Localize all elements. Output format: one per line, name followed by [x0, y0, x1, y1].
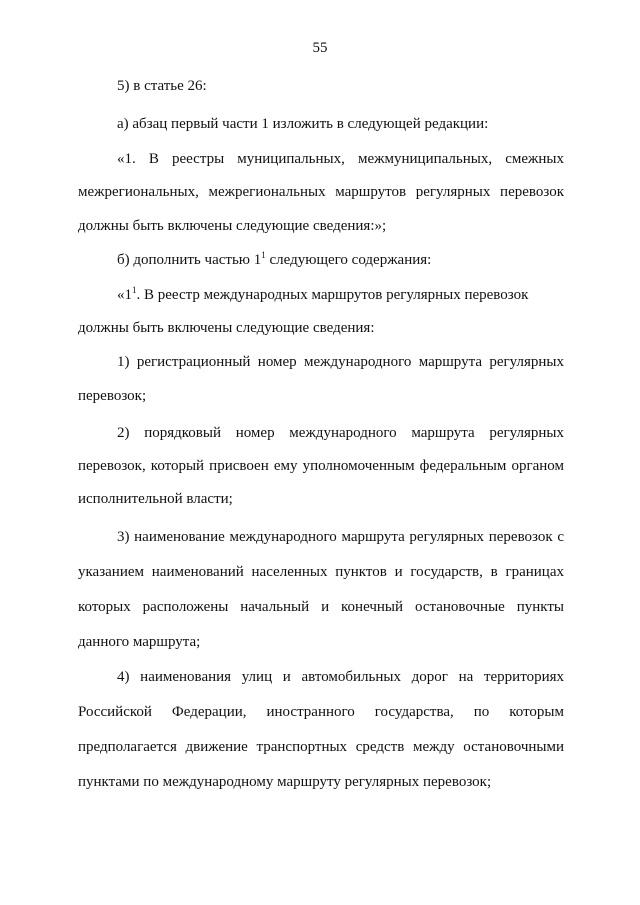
text-line: 5) в статье 26: — [117, 78, 207, 94]
text-fragment: «1 — [117, 287, 132, 303]
text-line: перевозок; — [78, 388, 147, 404]
text-line: 1) регистрационный номер международного маршрута регулярных — [117, 354, 564, 370]
text-line: 2) порядковый номер международного маршрута регулярных — [117, 425, 564, 441]
superscript: 1 — [261, 250, 266, 260]
text-line: а) абзац первый части 1 изложить в следующей редакции: — [117, 116, 489, 132]
text-line: пунктами по международному маршруту регулярных перевозок; — [78, 774, 492, 790]
text-line: должны быть включены следующие сведения:»; — [78, 218, 387, 234]
text-line: «1. В реестры муниципальных, межмуниципальных, смежных — [117, 151, 564, 167]
text-line — [117, 285, 564, 305]
text-line: данного маршрута; — [78, 634, 201, 650]
text-fragment: б) дополнить частью 1 — [117, 252, 262, 268]
text-line: 3) наименование международного маршрута регулярных перевозок с — [117, 529, 564, 545]
text-line: которых расположены начальный и конечный остановочные пункты — [78, 599, 564, 615]
text-fragment: следующего содержания: — [265, 252, 432, 268]
text-line — [117, 250, 564, 270]
text-line: исполнительной власти; — [78, 491, 233, 507]
text-line: 4) наименования улиц и автомобильных дорог на территориях — [117, 669, 564, 685]
page-number: 55 — [312, 40, 328, 56]
text-line: межрегиональных, межрегиональных маршрутов регулярных перевозок — [78, 184, 564, 200]
text-fragment: . В реестр международных маршрутов регулярных перевозок — [136, 287, 529, 303]
text-line: Российской Федерации, иностранного государства, по которым — [78, 704, 564, 720]
text-line: перевозок, который присвоен ему уполномоченным федеральным органом — [78, 458, 564, 474]
text-line: указанием наименований населенных пунктов и государств, в границах — [78, 564, 564, 580]
superscript: 1 — [132, 285, 137, 295]
text-line: предполагается движение транспортных средств между остановочными — [78, 739, 564, 755]
text-line: должны быть включены следующие сведения: — [78, 320, 375, 336]
